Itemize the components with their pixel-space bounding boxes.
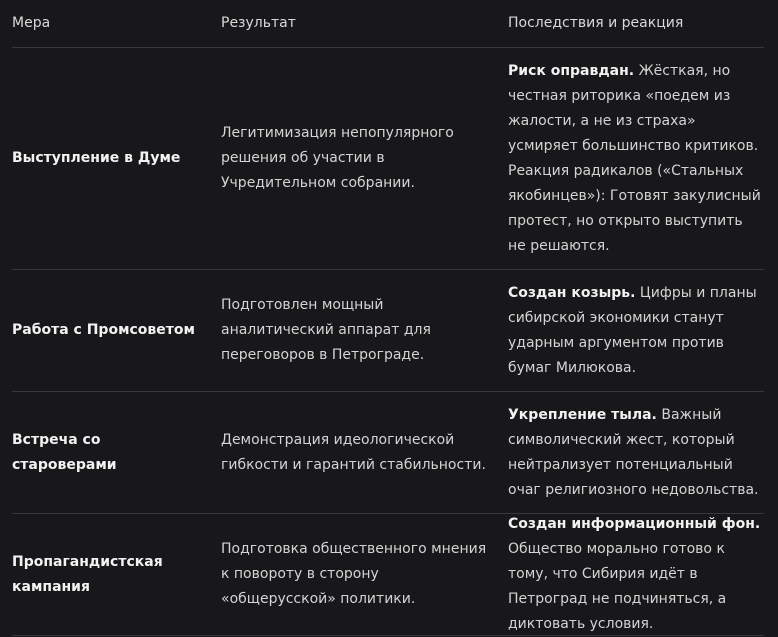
- row-measure: Встреча со староверами: [12, 431, 117, 473]
- consequence-text: Жёсткая, но честная риторика «поедем из жалости, а не из страха» усмиряет большинство критиков. Реакция радикалов («Стальных якобинцев»): Готовят закулисный протест, но открыто выступить не решаются.: [508, 62, 761, 254]
- table-header-row: [12, 0, 764, 48]
- header-result: Результат: [221, 15, 296, 31]
- row-measure: Работа с Промсоветом: [12, 322, 195, 338]
- table-row: [12, 48, 764, 270]
- consequence-lead: Риск оправдан.: [508, 62, 635, 79]
- row-result: Демонстрация идеологической гибкости и гарантий стабильности.: [221, 431, 486, 473]
- consequence-lead: Создан информационный фон.: [508, 516, 761, 532]
- row-result: Подготовлен мощный аналитический аппарат для переговоров в Петрограде.: [221, 297, 431, 363]
- consequence-lead: Создан козырь.: [508, 284, 636, 301]
- row-result: Подготовка общественного мнения к повороту в сторону «общерусской» политики.: [221, 541, 487, 607]
- row-measure: Выступление в Думе: [12, 150, 181, 166]
- header-measure: Мера: [12, 15, 51, 31]
- consequence-lead: Укрепление тыла.: [508, 406, 657, 423]
- row-consequence: [508, 512, 764, 637]
- row-consequence: [508, 59, 764, 259]
- consequence-text: Цифры и планы сибирской экономики станут ударным аргументом против бумаг Милюкова.: [508, 284, 757, 376]
- table-row: [12, 514, 764, 636]
- row-measure: Пропагандистская кампания: [12, 553, 163, 595]
- table-row: [12, 392, 764, 514]
- consequence-text: Общество морально готово к тому, что Сибирия идёт в Петроград не подчиняться, а диктовать условия.: [508, 541, 727, 632]
- row-consequence: [508, 281, 764, 381]
- row-result: Легитимизация непопулярного решения об участии в Учредительном собрании.: [221, 125, 454, 191]
- measures-table: [12, 0, 764, 636]
- row-consequence: [508, 403, 764, 503]
- header-consequence: Последствия и реакция: [508, 15, 684, 31]
- consequence-text: Важный символический жест, который нейтрализует потенциальный очаг религиозного недовольства.: [508, 406, 759, 498]
- table-row: [12, 270, 764, 392]
